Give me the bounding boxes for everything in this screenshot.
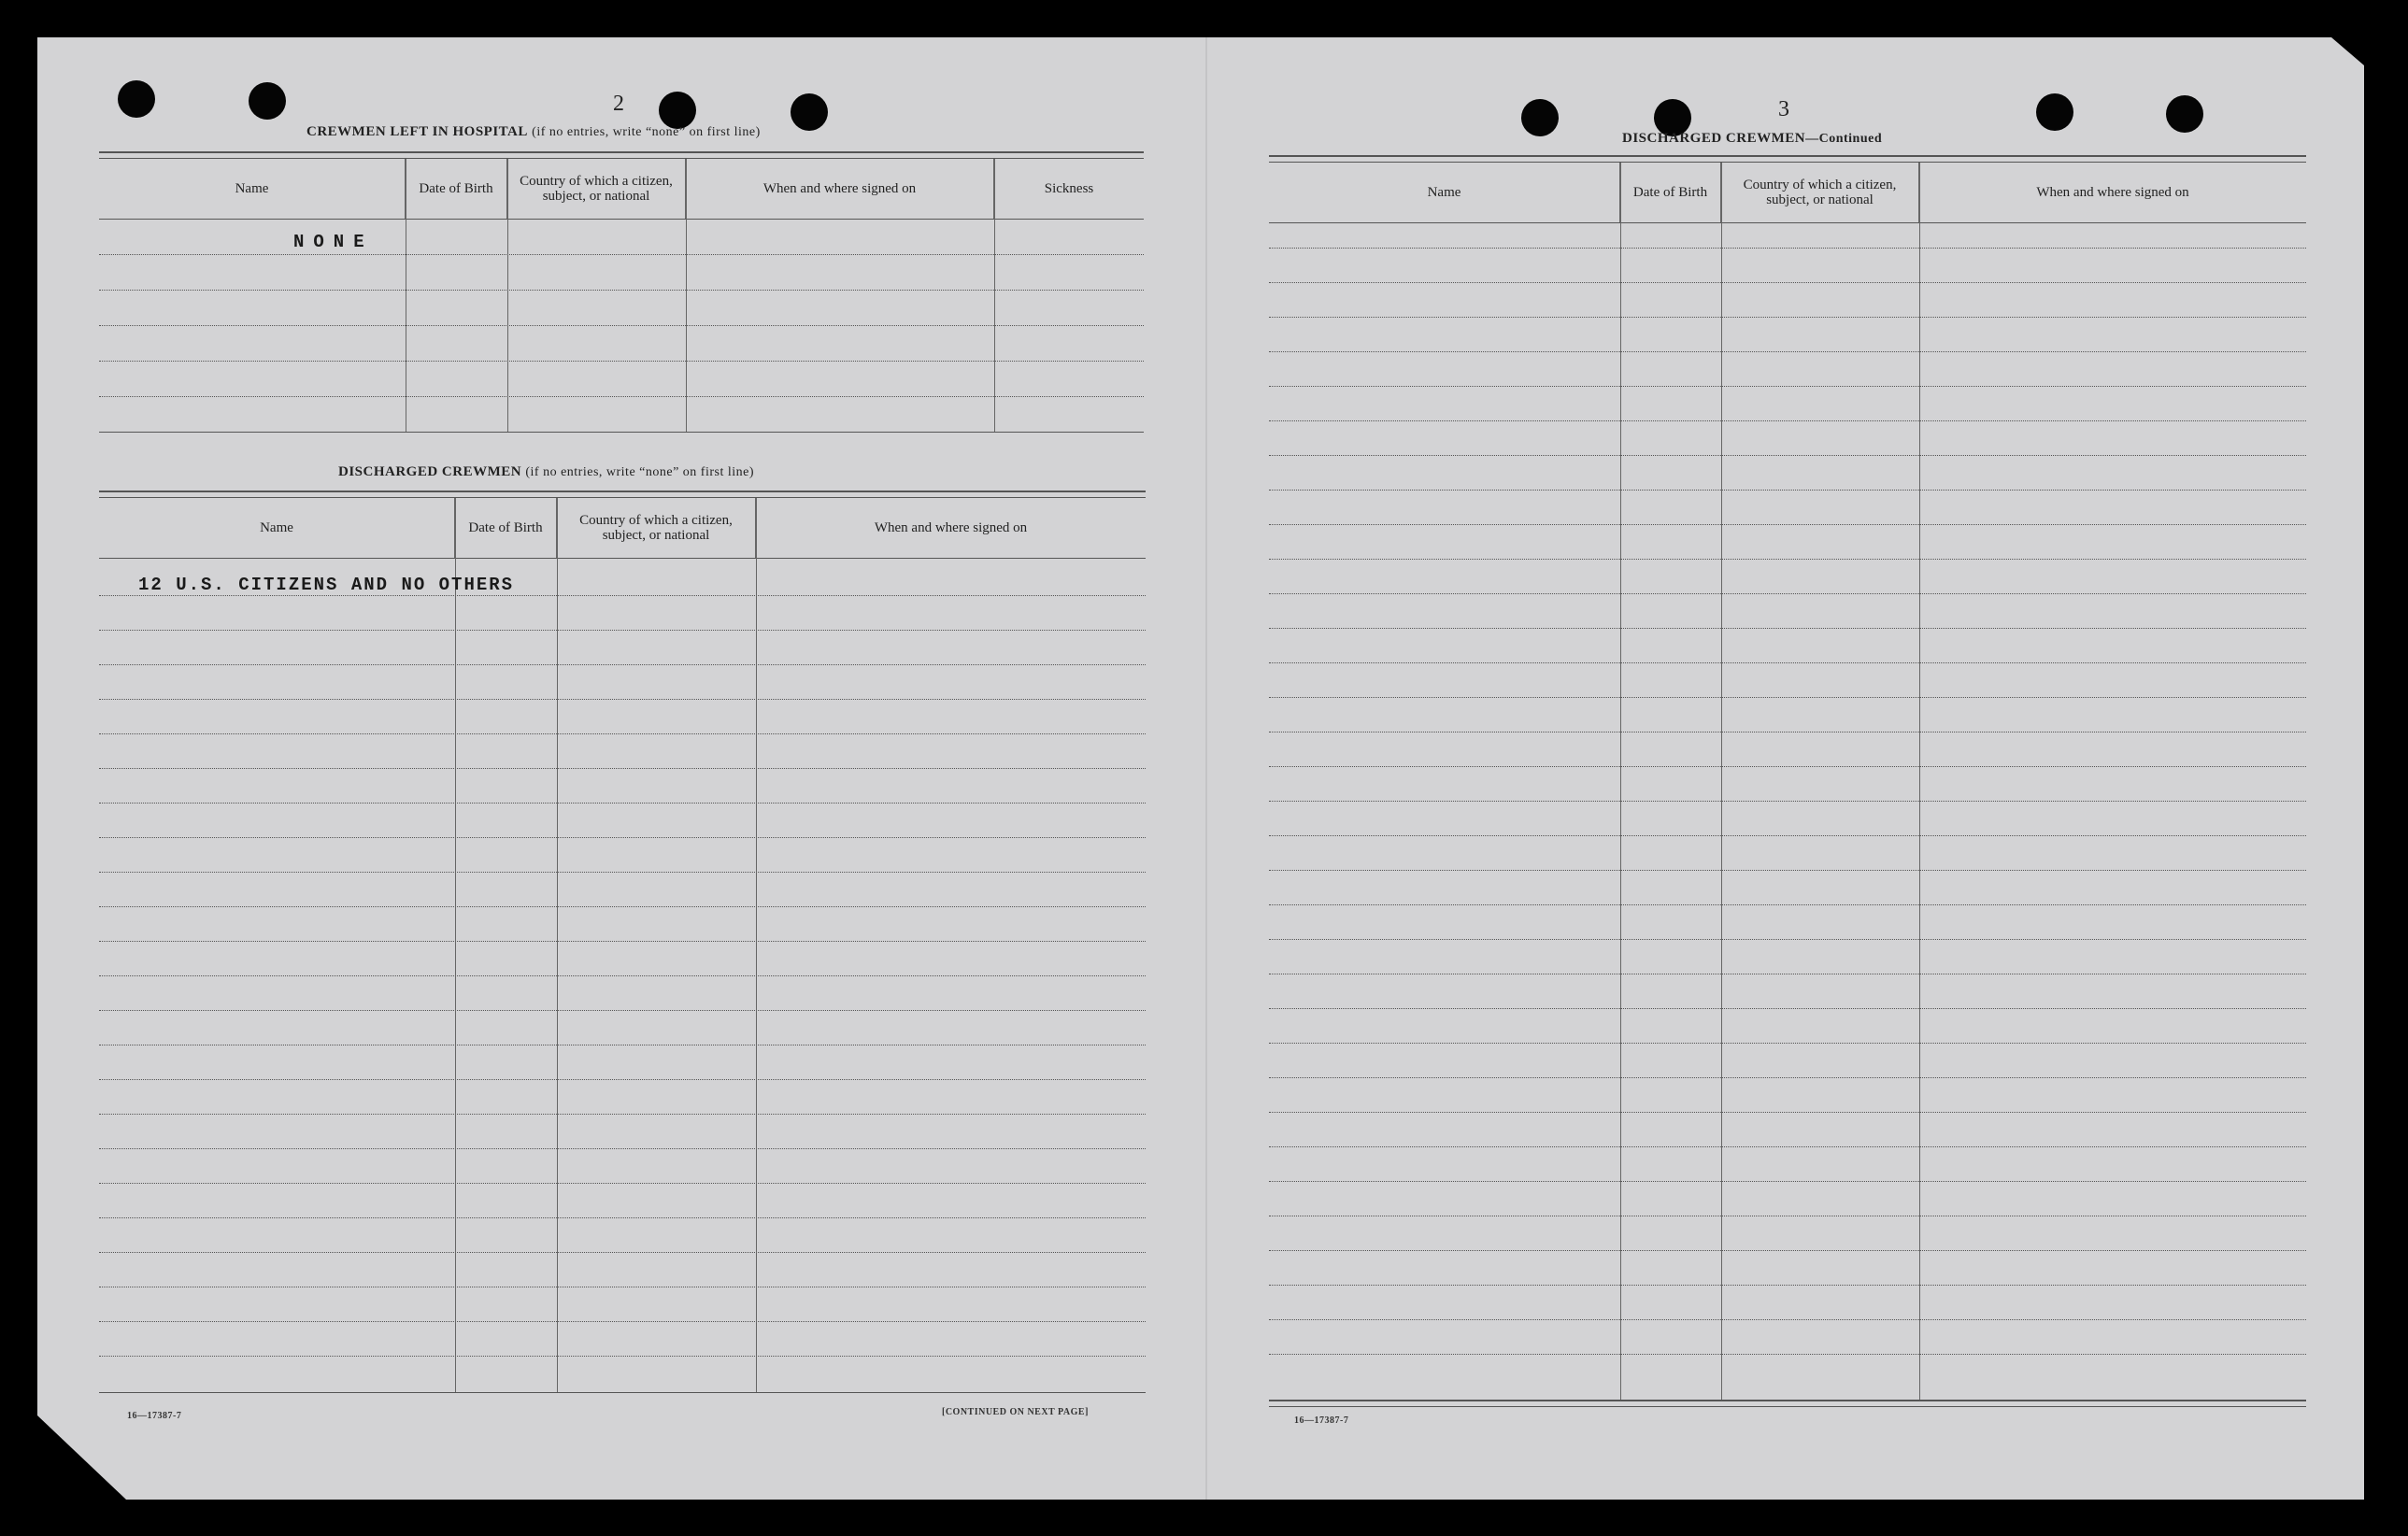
- folded-corner: [2331, 37, 2364, 65]
- continued-title: DISCHARGED CREWMEN: [1622, 131, 1806, 146]
- hospital-title: CREWMEN LEFT IN HOSPITAL: [306, 124, 528, 139]
- column-header-date-of-birth: Date of Birth: [406, 159, 507, 219]
- column-header-name: Name: [1269, 163, 1620, 222]
- column-header-country: Country of which a citizen, subject, or national: [507, 159, 686, 219]
- page-number: 3: [1778, 97, 1789, 121]
- punch-hole: [659, 92, 696, 129]
- discharged-title: DISCHARGED CREWMEN: [338, 464, 522, 479]
- page-fold: [1205, 37, 1207, 1500]
- discharged-entry: 12 U.S. CITIZENS AND NO OTHERS: [138, 575, 515, 595]
- continued-note: [CONTINUED ON NEXT PAGE]: [942, 1407, 1089, 1417]
- punch-hole: [791, 93, 828, 131]
- discharged-table: [99, 491, 1146, 1399]
- continued-title-note: —Continued: [1805, 132, 1883, 146]
- hospital-section-title: [306, 124, 761, 140]
- column-header-name: Name: [99, 159, 406, 219]
- discharged-title-note: (if no entries, write “none” on first line): [525, 465, 755, 479]
- hospital-table: [99, 151, 1144, 434]
- hospital-title-note: (if no entries, write “none” on first line): [532, 125, 761, 139]
- column-header-date-of-birth: Date of Birth: [1620, 163, 1721, 222]
- column-header-signed-on: When and where signed on: [686, 159, 994, 219]
- form-number: 16—17387-7: [1294, 1415, 1349, 1426]
- discharged-continued-table: [1269, 155, 2306, 1407]
- column-header-name: Name: [99, 498, 455, 558]
- column-header-date-of-birth: Date of Birth: [455, 498, 557, 558]
- continued-section-title: [1622, 131, 1882, 147]
- column-header-country: Country of which a citizen, subject, or national: [1721, 163, 1919, 222]
- page-number: 2: [613, 92, 624, 116]
- column-header-country: Country of which a citizen, subject, or national: [557, 498, 756, 558]
- torn-corner: [37, 1415, 126, 1500]
- form-number: 16—17387-7: [127, 1411, 182, 1421]
- discharged-section-title: [338, 464, 754, 480]
- column-header-signed-on: When and where signed on: [874, 520, 1028, 535]
- punch-hole: [2036, 93, 2073, 131]
- punch-hole: [249, 82, 286, 120]
- punch-hole: [118, 80, 155, 118]
- punch-hole: [2166, 95, 2203, 133]
- hospital-entry-none: NONE: [293, 232, 374, 252]
- punch-hole: [1521, 99, 1559, 136]
- column-header-signed-on: When and where signed on: [2036, 185, 2189, 200]
- column-header-sickness: Sickness: [1044, 181, 1094, 196]
